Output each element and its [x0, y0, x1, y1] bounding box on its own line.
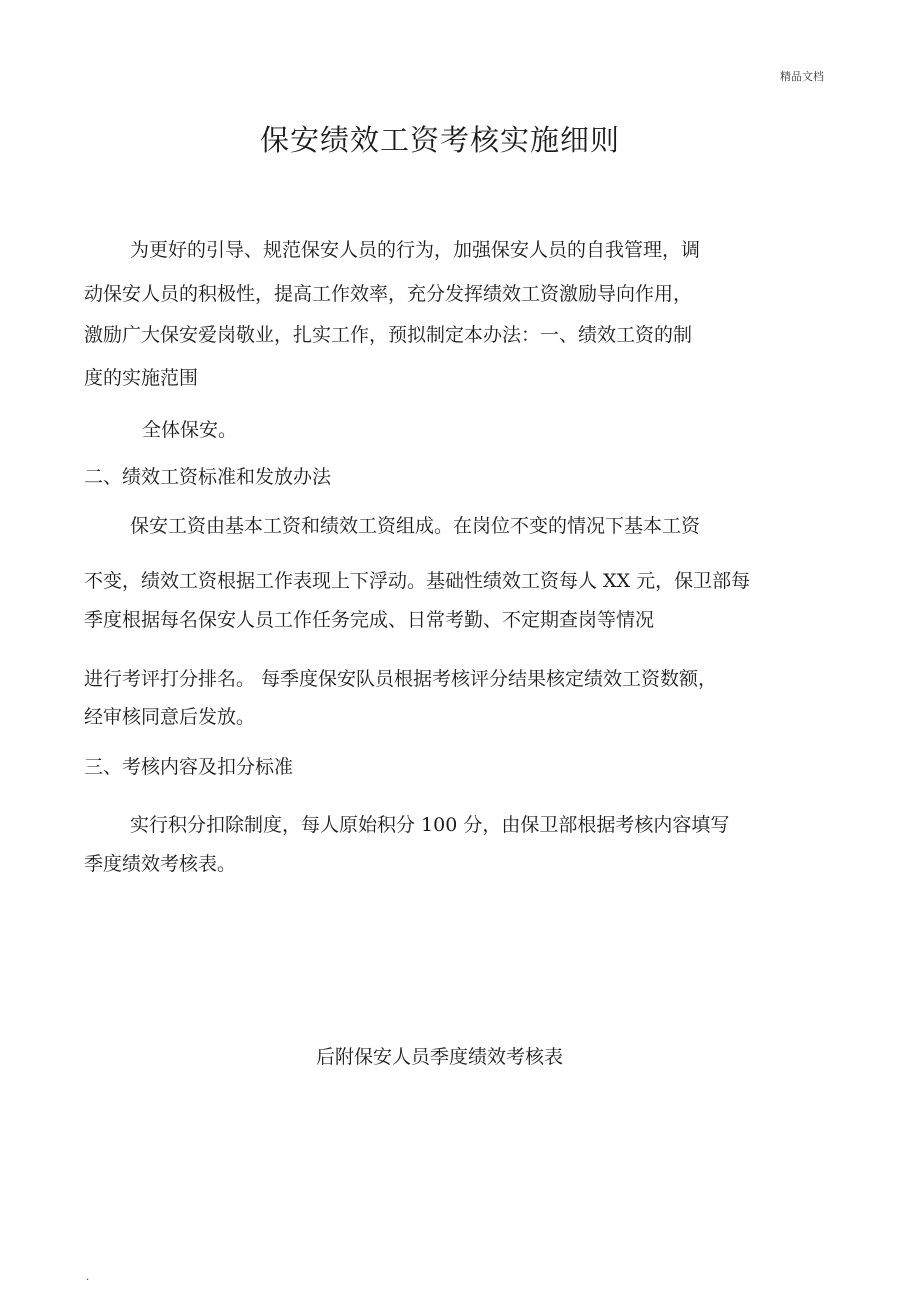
intro-line-1: 为更好的引导、规范保安人员的行为，加强保安人员的自我管理，调 [130, 239, 701, 261]
section2-line-1: 保安工资由基本工资和绩效工资组成。在岗位不变的情况下基本工资 [130, 515, 701, 537]
intro-line-3: 激励广大保安爱岗敬业，扎实工作，预拟制定本办法：一、绩效工资的制 [84, 324, 693, 346]
intro-line-2: 动保安人员的积极性，提高工作效率，充分发挥绩效工资激励导向作用， [84, 283, 693, 305]
section3-line-1: 实行积分扣除制度，每人原始积分 100 分，由保卫部根据考核内容填写 [130, 814, 730, 836]
section2-line-5: 经审核同意后发放。 [84, 706, 256, 728]
section2-line-3: 季度根据每名保安人员工作任务完成、日常考勤、不定期查岗等情况 [84, 609, 655, 631]
section2-line-4: 进行考评打分排名。 每季度保安队员根据考核评分结果核定绩效工资数额， [84, 668, 718, 690]
footer-mark: . [86, 1272, 90, 1283]
section2-line-2: 不变，绩效工资根据工作表现上下浮动。基础性绩效工资每人 XX 元，保卫部每 [84, 570, 751, 592]
appendix-note: 后附保安人员季度绩效考核表 [316, 1046, 564, 1068]
section2-heading: 二、绩效工资标准和发放办法 [84, 466, 332, 488]
section3-heading: 三、考核内容及扣分标准 [84, 756, 294, 778]
scope-text: 全体保安。 [142, 419, 238, 441]
section3-line-2: 季度绩效考核表。 [84, 853, 237, 875]
intro-line-4: 度的实施范围 [84, 367, 199, 389]
document-title: 保安绩效工资考核实施细则 [259, 123, 620, 157]
header-note: 精品文档 [780, 70, 824, 83]
